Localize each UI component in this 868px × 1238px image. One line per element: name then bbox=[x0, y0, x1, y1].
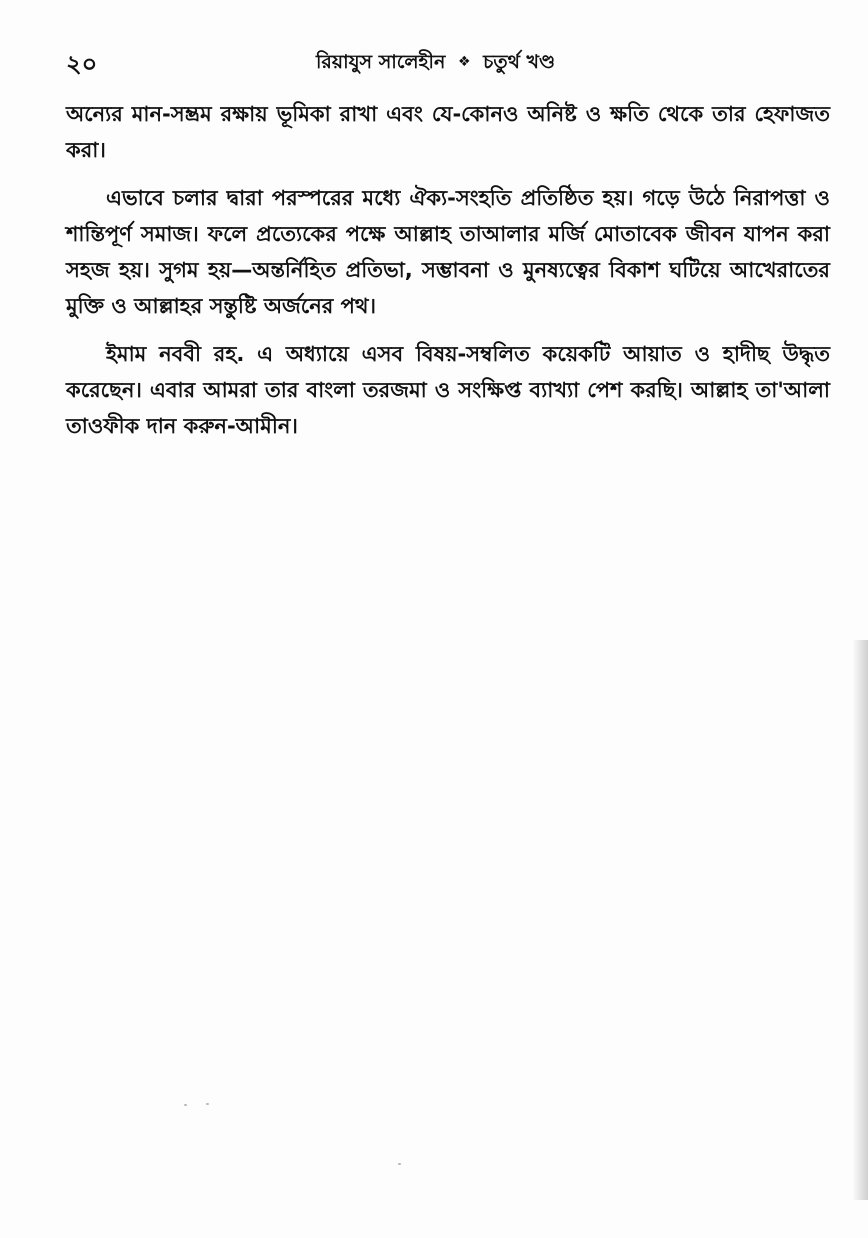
body-text bbox=[66, 96, 830, 456]
ornament-separator-icon: ❖ bbox=[457, 54, 471, 70]
paper-speck bbox=[206, 1103, 209, 1105]
paragraph: ইমাম নববী রহ. এ অধ্যায়ে এসব বিষয়-সম্বলিত কয়েকটি আয়াত ও হাদীছ উদ্ধৃত করেছেন। এবার আমরা তার বাংলা তরজমা ও সংক্ষিপ্ত ব্যাখ্যা পেশ করছি। আল্লাহ তা'আলা তাওফীক দান করুন-আমীন। bbox=[66, 342, 830, 438]
book-title: রিয়াযুস সালেহীন bbox=[316, 51, 446, 73]
paper-speck bbox=[184, 1104, 187, 1106]
paragraph-continuation: অন্যের মান-সম্ভ্রম রক্ষায় ভূমিকা রাখা এবং যে-কোনও অনিষ্ট ও ক্ষতি থেকে তার হেফাজত করা। bbox=[66, 102, 830, 162]
page-edge-shadow bbox=[852, 640, 868, 1200]
page-number: ২০ bbox=[66, 50, 98, 78]
page-header bbox=[66, 40, 828, 80]
volume-label: চতুর্থ খণ্ড bbox=[483, 51, 556, 73]
paragraph: এভাবে চলার দ্বারা পরস্পরের মধ্যে ঐক্য-সংহতি প্রতিষ্ঠিত হয়। গড়ে উঠে নিরাপত্তা ও শান্তিপূর্ণ সমাজ। ফলে প্রত্যেকের পক্ষে আল্লাহ তাআলার মর্জি মোতাবেক জীবন যাপন করা সহজ হয়। সুগম হয়—অন্তর্নিহিত প্রতিভা, সম্ভাবনা ও মুনষ্যত্বের বিকাশ ঘটিয়ে আখেরাতের মুক্তি ও আল্লাহর সন্তুষ্টি অর্জনের পথ। bbox=[66, 186, 830, 318]
paper-speck bbox=[398, 1163, 401, 1165]
running-title bbox=[316, 48, 555, 80]
